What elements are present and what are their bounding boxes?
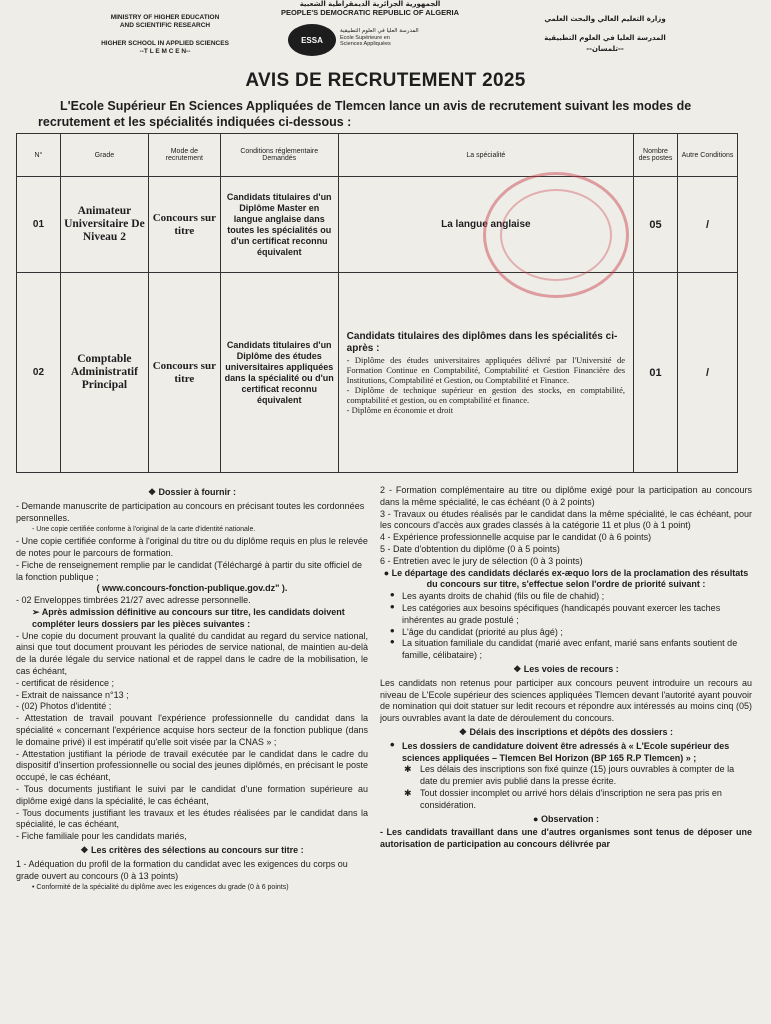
dossier-item: - Demande manuscrite de participation au concours en précisant toutes les cordonnées personnelles. <box>16 500 365 523</box>
apres-item: - Fiche familiale pour les candidats mariés, <box>16 831 187 842</box>
critere-item: 5 - Date d'obtention du diplôme (0 à 5 points) <box>380 543 560 554</box>
official-stamp <box>483 172 629 298</box>
header-cell: Nombre des postes <box>634 134 678 177</box>
apres-item: - Attestation de travail pouvant l'expérience professionnelle du candidat dans la spécialité « concernant l'expérience acquise hors secteur de la fonction publique (dans le domaine privé) il est impératif qu'elle soit visée par la CNAS » ; <box>16 713 368 747</box>
specialite-item: - Diplôme en économie et droit <box>346 404 454 415</box>
specialite-heading: Candidats titulaires des diplômes dans les spécialités ci-après : <box>346 330 618 354</box>
left-column <box>16 485 368 894</box>
stamp-inner-ring <box>500 189 612 281</box>
logo-caption <box>340 28 450 48</box>
header-left <box>70 14 260 56</box>
apres-item: - Une copie du document prouvant la qualité du candidat au regard du service national, ainsi que tout document prouvant les périodes de service national, de maintien au-delà de la durée légale du service national et de rappel dans le cadre de la mobilisation, le cas échéant, <box>16 630 368 676</box>
critere-item: 4 - Expérience professionnelle acquise par le candidat (0 à 6 points) <box>380 532 652 543</box>
header-cell: Autre Conditions <box>677 134 737 177</box>
row-number: 02 <box>17 273 61 473</box>
republic-english: PEOPLE'S DEMOCRATIC REPUBLIC OF ALGERIA <box>280 8 460 17</box>
table-row <box>17 273 738 473</box>
observation-text: - Les candidats travaillant dans une d'autres organismes sont tenus de déposer une autorisation de participation au concours délivrée par <box>380 827 752 850</box>
table-header-row <box>17 134 738 177</box>
row-specialite: La langue anglaise <box>338 177 633 273</box>
logo-caption-fr1: Ecole Supérieure en <box>340 34 390 41</box>
logo-text: ESSA <box>301 35 323 45</box>
row-autre: / <box>677 177 737 273</box>
logo-caption-ar: المدرسة العليا في العلوم التطبيقية <box>340 28 419 34</box>
apres-item: - Tous documents justifiant les travaux et les études réalisées par le candidat dans la spécialité, le cas échéant, <box>16 807 368 830</box>
apres-item: - certificat de résidence ; <box>16 677 115 688</box>
header-cell: Conditions réglementaire Demandés <box>220 134 338 177</box>
header-right <box>500 14 710 55</box>
departage-item: • Les ayants droits de chahid (fils ou file de chahid) ; <box>380 591 752 603</box>
republic-arabic: الجمهورية الجزائرية الديمقراطية الشعبية <box>299 0 441 8</box>
website-link[interactable]: ( www.concours-fonction-publique.gov.dz" ). <box>96 583 288 594</box>
specialite-item: - Diplôme des études universitaires appliquées délivré par l'Université de Formation Continue en Comptabilité, Comptabilité et Gestion Financière des Institutions, Comptabilité et Gestion, ou Comptabilité et Finance. <box>346 354 626 385</box>
critere-item: 3 - Travaux ou études réalisés par le candidat dans la même spécialité, le cas échéant, pour les concours d'accès aux grades classés à la catégorie 11 et plus (0 à 1 point) <box>380 508 752 531</box>
school-arabic: المدرسة العليا في العلوم التطبيقية <box>544 34 666 42</box>
apres-item: - Attestation justifiant la période de travail exécutée par le candidat dans le cadre du dispositif d'insertion professionnelle ou social des jeunes diplômés, en précisant le poste occupé, le cas échéant, <box>16 748 368 783</box>
dossier-item: - Une copie certifiée conforme à l'original de la carte d'identité nationale. <box>32 526 256 534</box>
header-center <box>250 0 490 17</box>
apres-item: - Tous documents justifiant le suivi par le candidat d'une formation supérieure au diplôme exigé dans la spécialité, le cas échéant, <box>16 783 368 806</box>
delais-heading: ❖ Délais des inscriptions et dépôts des dossiers : <box>458 726 674 737</box>
row-conditions: Candidats titulaires d'un Diplôme des études universitaires appliquées dans la spécialité ou d'un certificat reconnu équivalent <box>220 273 338 473</box>
header-cell: La spécialité <box>338 134 633 177</box>
recruitment-table <box>16 133 738 473</box>
delais-address: • Les dossiers de candidature doivent être adressés à « L'Ecole supérieur des sciences appliquées – Tlemcen Bel Horizon (BP 165 R.P Tlemcen) » ; <box>380 741 752 765</box>
header-cell: Mode de recrutement <box>148 134 220 177</box>
right-column <box>380 485 752 851</box>
logo-caption-fr2: Sciences Appliquées <box>340 41 391 47</box>
row-mode: Concours sur titre <box>148 177 220 273</box>
critere-item: 1 - Adéquation du profil de la formation du candidat avec les exigences du corps ou grade ouvert au concours (0 à 13 points) <box>16 858 348 881</box>
critere-item: 2 - Formation complémentaire au titre ou diplôme exigé pour la participation au concours dans la même spécialité, le cas échéant (0 à 2 points) <box>380 485 752 507</box>
recours-heading: ❖ Les voies de recours : <box>513 663 619 674</box>
critere-item: • Conformité de la spécialité du diplôme avec les exigences du grade (0 à 6 points) <box>32 884 289 892</box>
apres-item: - Extrait de naissance n°13 ; <box>16 689 129 700</box>
row-postes: 05 <box>634 177 678 273</box>
table-row <box>17 177 738 273</box>
departage-item: • Les catégories aux besoins spécifiques (handicapés pouvant exercer les taches inhérentes au grade postulé ; <box>380 603 752 627</box>
row-postes: 01 <box>634 273 678 473</box>
essa-logo <box>288 24 336 56</box>
ministry-arabic: وزارة التعليم العالي والبحث العلمي <box>544 15 666 23</box>
delais-note: ✱ Les délais des inscriptions son fixé quinze (15) jours ouvrables à compter de la date du premier avis publié dans la presse écrite. <box>380 764 752 788</box>
specialite-item: - Diplôme de technique supérieur en gestion des stocks, en comptabilité, comptabilité et gestion, ou en comptabilité et finance. <box>346 384 626 405</box>
row-specialite <box>338 273 633 473</box>
criteres-heading: ❖ Les critères des sélections au concours sur titre : <box>80 844 304 855</box>
delais-note: ✱ Tout dossier incomplet ou arrivé hors délais d'inscription ne sera pas pris en considération. <box>380 788 752 812</box>
dossier-item: - 02 Enveloppes timbrées 21/27 avec adresse personnelle. <box>16 595 251 606</box>
ministry-line-1: MINISTRY OF HIGHER EDUCATION <box>110 14 220 21</box>
dossier-item: - Fiche de renseignement remplie par le candidat (Téléchargé à partir du site officiel de la fonction publique ; <box>16 559 363 582</box>
departage-item: • L'âge du candidat (priorité au plus âgé) ; <box>380 627 752 639</box>
row-conditions: Candidats titulaires d'un Diplôme Master en langue anglaise dans toutes les spécialités ou d'un certificat reconnu équivalent <box>220 177 338 273</box>
header-cell: N° <box>17 134 61 177</box>
dossier-heading: ❖ Dossier à fournir : <box>147 487 237 497</box>
school-line-1: HIGHER SCHOOL IN APPLIED SCIENCES <box>101 40 229 47</box>
critere-item: 6 - Entretien avec le jury de sélection (0 à 3 points) <box>380 555 583 566</box>
recours-text: Les candidats non retenus pour participer aux concours peuvent introduire un recours au niveau de L'Ecole supérieur des sciences appliquées Tlemcen devant l'autorité ayant pouvoir de nomination qui doit statuer sur ledit recours et répondre aux intéressés au moins cinq (05) jours ouvrables avant la date de déroulement du concours. <box>380 677 752 724</box>
row-grade: Animateur Universitaire De Niveau 2 <box>60 177 148 273</box>
intro-paragraph: L'Ecole Supérieur En Sciences Appliquées de Tlemcen lance un avis de recrutement suivant les modes de recrutement et les spécialités indiquées ci-dessous : <box>38 99 692 129</box>
apres-item: - (02) Photos d'identité ; <box>16 701 112 712</box>
row-mode: Concours sur titre <box>148 273 220 473</box>
page-title: AVIS DE RECRUTEMENT 2025 <box>245 70 526 91</box>
apres-heading: ➢ Après admission définitive au concours sur titre, les candidats doivent compléter leurs dossiers par les pièces suivantes : <box>32 606 345 629</box>
row-grade: Comptable Administratif Principal <box>60 273 148 473</box>
dossier-item: - Une copie certifiée conforme à l'original du titre ou du diplôme requis en plus le relevée de notes pour le parcours de formation. <box>16 536 368 558</box>
row-autre: / <box>677 273 737 473</box>
city-arabic: --تلمسان-- <box>586 45 624 53</box>
observation-heading: ● Observation : <box>533 813 599 824</box>
row-number: 01 <box>17 177 61 273</box>
departage-item: • La situation familiale du candidat (marié avec enfant, marié sans enfants soutient de famille, célibataire) ; <box>380 638 752 662</box>
school-line-2: --T L E M C E N-- <box>139 48 191 55</box>
header-cell: Grade <box>60 134 148 177</box>
ministry-line-2: AND SCIENTIFIC RESEARCH <box>119 22 211 29</box>
departage-heading: ● Le départage des candidats déclarés ex-æquo lors de la proclamation des résultats du concours sur titre, s'effectue selon l'ordre de priorité suivant : <box>383 567 749 590</box>
